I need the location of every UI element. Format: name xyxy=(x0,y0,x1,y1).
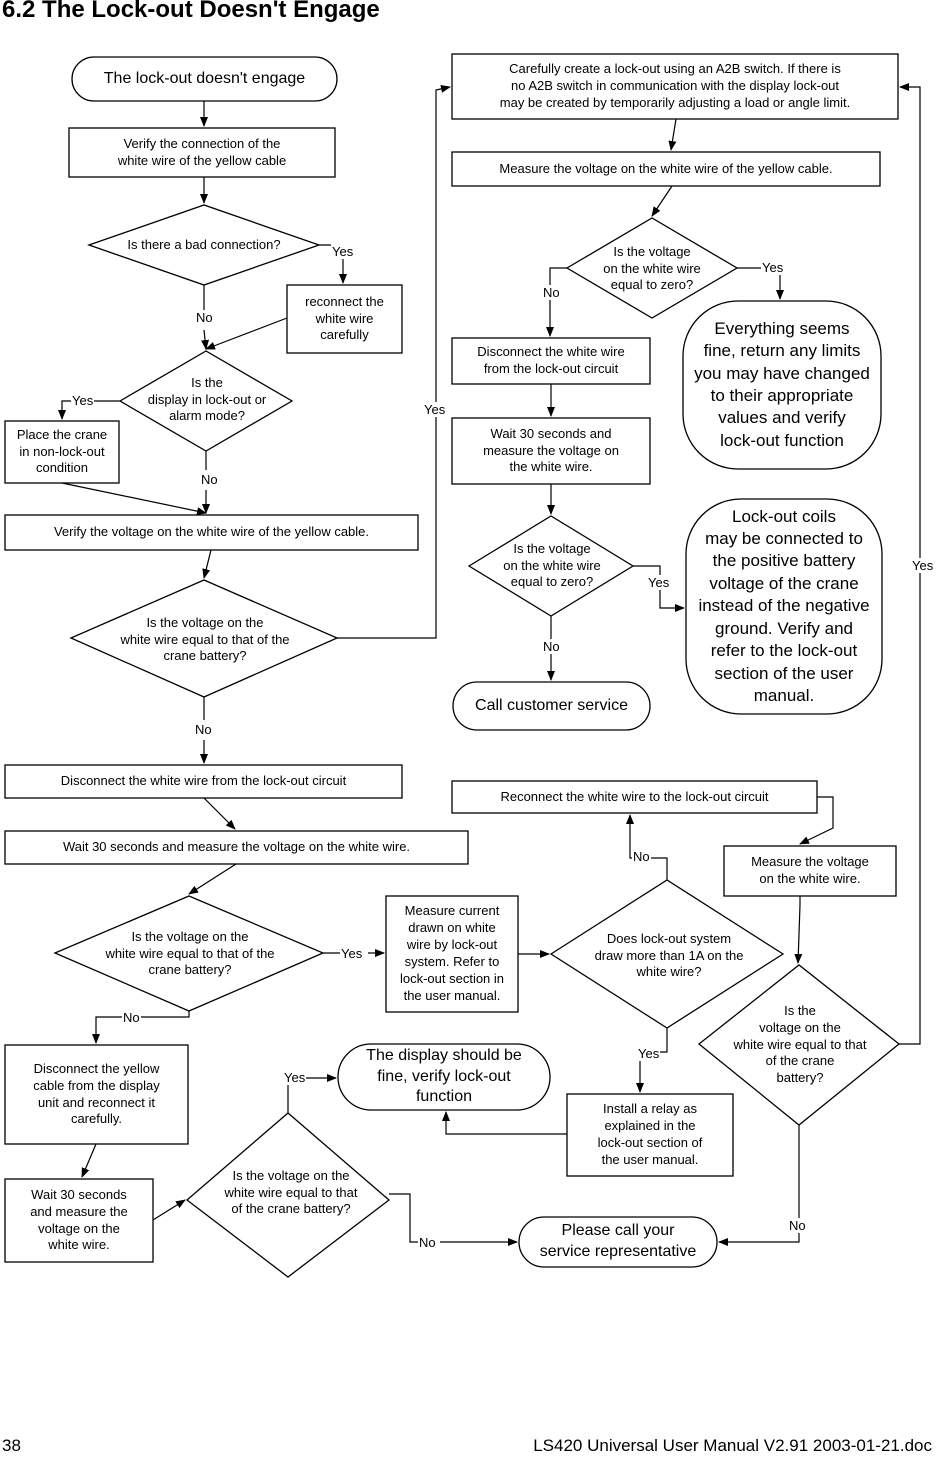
measure-white-node xyxy=(724,846,896,896)
label-no: No xyxy=(789,1218,806,1233)
verify-voltage-node xyxy=(5,515,418,550)
zero-2-text: Is the voltage on the white wire equal to zero? xyxy=(503,540,601,590)
call-customer-node xyxy=(453,682,650,730)
equal-battery-3-node xyxy=(208,1164,374,1222)
label-no: No xyxy=(633,849,650,864)
call-customer-text: Call customer service xyxy=(475,696,628,714)
verify-voltage-text: Verify the voltage on the white wire of the yellow cable. xyxy=(53,524,370,540)
label-no: No xyxy=(543,285,560,300)
call-rep-text: Please call your service representative xyxy=(539,1222,697,1260)
reconnect-text: reconnect the white wire carefully xyxy=(305,293,384,343)
verify-conn-text: Verify the connection of the white wire of the yellow cable xyxy=(117,135,287,168)
measure-current-text: Measure current drawn on white wire by lock-out system. Refer to lock-out section in the user manual. xyxy=(399,903,505,1003)
bad-conn-node xyxy=(100,225,308,265)
label-no: No xyxy=(419,1235,436,1250)
wait-30-node xyxy=(452,418,650,484)
zero-1-text: Is the voltage on the white wire equal to zero? xyxy=(603,243,701,293)
start-text: The lock-out doesn't engage xyxy=(103,69,306,87)
reconnect-white-node xyxy=(452,781,817,813)
measure-white-text: Measure the voltage on the white wire. xyxy=(751,854,869,886)
verify-conn-node xyxy=(69,128,335,177)
measure-yellow-node xyxy=(452,152,880,186)
measure-yellow-text: Measure the voltage on the white wire of the yellow cable. xyxy=(499,160,833,176)
display-fine-node xyxy=(338,1044,550,1110)
reconnect-node xyxy=(287,285,402,353)
disconnect-white-2-text: Disconnect the white wire from the lock-out circuit xyxy=(477,344,625,376)
label-yes: Yes xyxy=(912,558,934,573)
equal-battery-3-text: Is the voltage on the white wire equal to that of the crane battery? xyxy=(224,1167,358,1217)
wait-30-text: Wait 30 seconds and measure the voltage on the white wire. xyxy=(483,425,619,475)
wait-measure-2-text: Wait 30 seconds and measure the voltage on the white wire. xyxy=(30,1186,128,1253)
equal-battery-1-text: Is the voltage on the white wire equal to that of the crane battery? xyxy=(120,614,290,664)
place-crane-node xyxy=(5,421,119,483)
zero-1-node xyxy=(590,243,714,295)
place-crane-text: Place the crane in non-lock-out condition xyxy=(16,426,108,476)
draw-1a-text: Does lock-out system draw more than 1A on the white wire? xyxy=(594,930,744,980)
equal-battery-1-node xyxy=(100,612,310,668)
label-yes: Yes xyxy=(284,1070,306,1085)
coils-text: Lock-out coils may be connected to the positive battery voltage of the crane instead of the negative ground. Verify and refer to the lock-out section of the user manual. xyxy=(698,506,870,706)
everything-fine-text: Everything seems fine, return any limits you may have changed to their appropriate values and verify lock-out function xyxy=(694,318,870,450)
equal-battery-4-text: Is the voltage on the white wire equal to that of the crane battery? xyxy=(733,1002,867,1086)
wait-measure-node xyxy=(5,831,468,864)
disconnect-white-2-node xyxy=(452,338,650,384)
wait-measure-2-node xyxy=(5,1179,153,1262)
measure-current-node xyxy=(386,896,518,1012)
lockout-mode-text: Is the display in lock-out or alarm mode? xyxy=(147,374,267,424)
disconnect-yellow-text: Disconnect the yellow cable from the display unit and reconnect it carefully. xyxy=(33,1060,160,1127)
label-yes: Yes xyxy=(72,393,94,408)
label-yes: Yes xyxy=(332,244,354,259)
equal-battery-4-node xyxy=(712,1000,888,1090)
everything-fine-node xyxy=(683,301,881,469)
label-no: No xyxy=(123,1010,140,1025)
label-no: No xyxy=(201,472,218,487)
install-relay-node xyxy=(567,1094,733,1176)
display-fine-text: The display should be fine, verify lock-out function xyxy=(366,1046,522,1106)
equal-battery-2-node xyxy=(85,926,295,982)
disconnect-white-node xyxy=(5,765,402,798)
call-rep-node xyxy=(519,1217,717,1267)
wait-measure-text: Wait 30 seconds and measure the voltage on the white wire. xyxy=(62,839,411,855)
coils-node xyxy=(686,499,882,714)
document-footer: LS420 Universal User Manual V2.91 2003-01-21.doc xyxy=(533,1436,932,1455)
equal-battery-2-text: Is the voltage on the white wire equal to that of the crane battery? xyxy=(105,928,275,978)
disconnect-yellow-node xyxy=(5,1045,188,1144)
label-yes: Yes xyxy=(341,946,363,961)
start-node xyxy=(72,57,337,101)
bad-conn-text: Is there a bad connection? xyxy=(127,236,281,252)
create-lockout-node xyxy=(452,54,898,119)
disconnect-white-text: Disconnect the white wire from the lock-out circuit xyxy=(60,773,347,789)
create-lockout-text: Carefully create a lock-out using an A2B switch. If there is no A2B switch in communication with the display lock-out may be created by temporarily adjusting a load or angle limit. xyxy=(499,61,851,110)
reconnect-white-text: Reconnect the white wire to the lock-out circuit xyxy=(500,788,769,804)
label-no: No xyxy=(195,722,212,737)
label-yes: Yes xyxy=(762,260,784,275)
label-yes: Yes xyxy=(648,575,670,590)
zero-2-node xyxy=(490,540,614,592)
label-yes: Yes xyxy=(638,1046,660,1061)
install-relay-text: Install a relay as explained in the lock-out section of the user manual. xyxy=(597,1101,703,1167)
draw-1a-node xyxy=(580,928,758,984)
label-yes: Yes xyxy=(424,402,446,417)
label-no: No xyxy=(543,639,560,654)
page-number: 38 xyxy=(2,1436,21,1455)
lockout-mode-node xyxy=(128,371,286,429)
label-no: No xyxy=(196,310,213,325)
page-title: 6.2 The Lock-out Doesn't Engage xyxy=(2,0,380,23)
